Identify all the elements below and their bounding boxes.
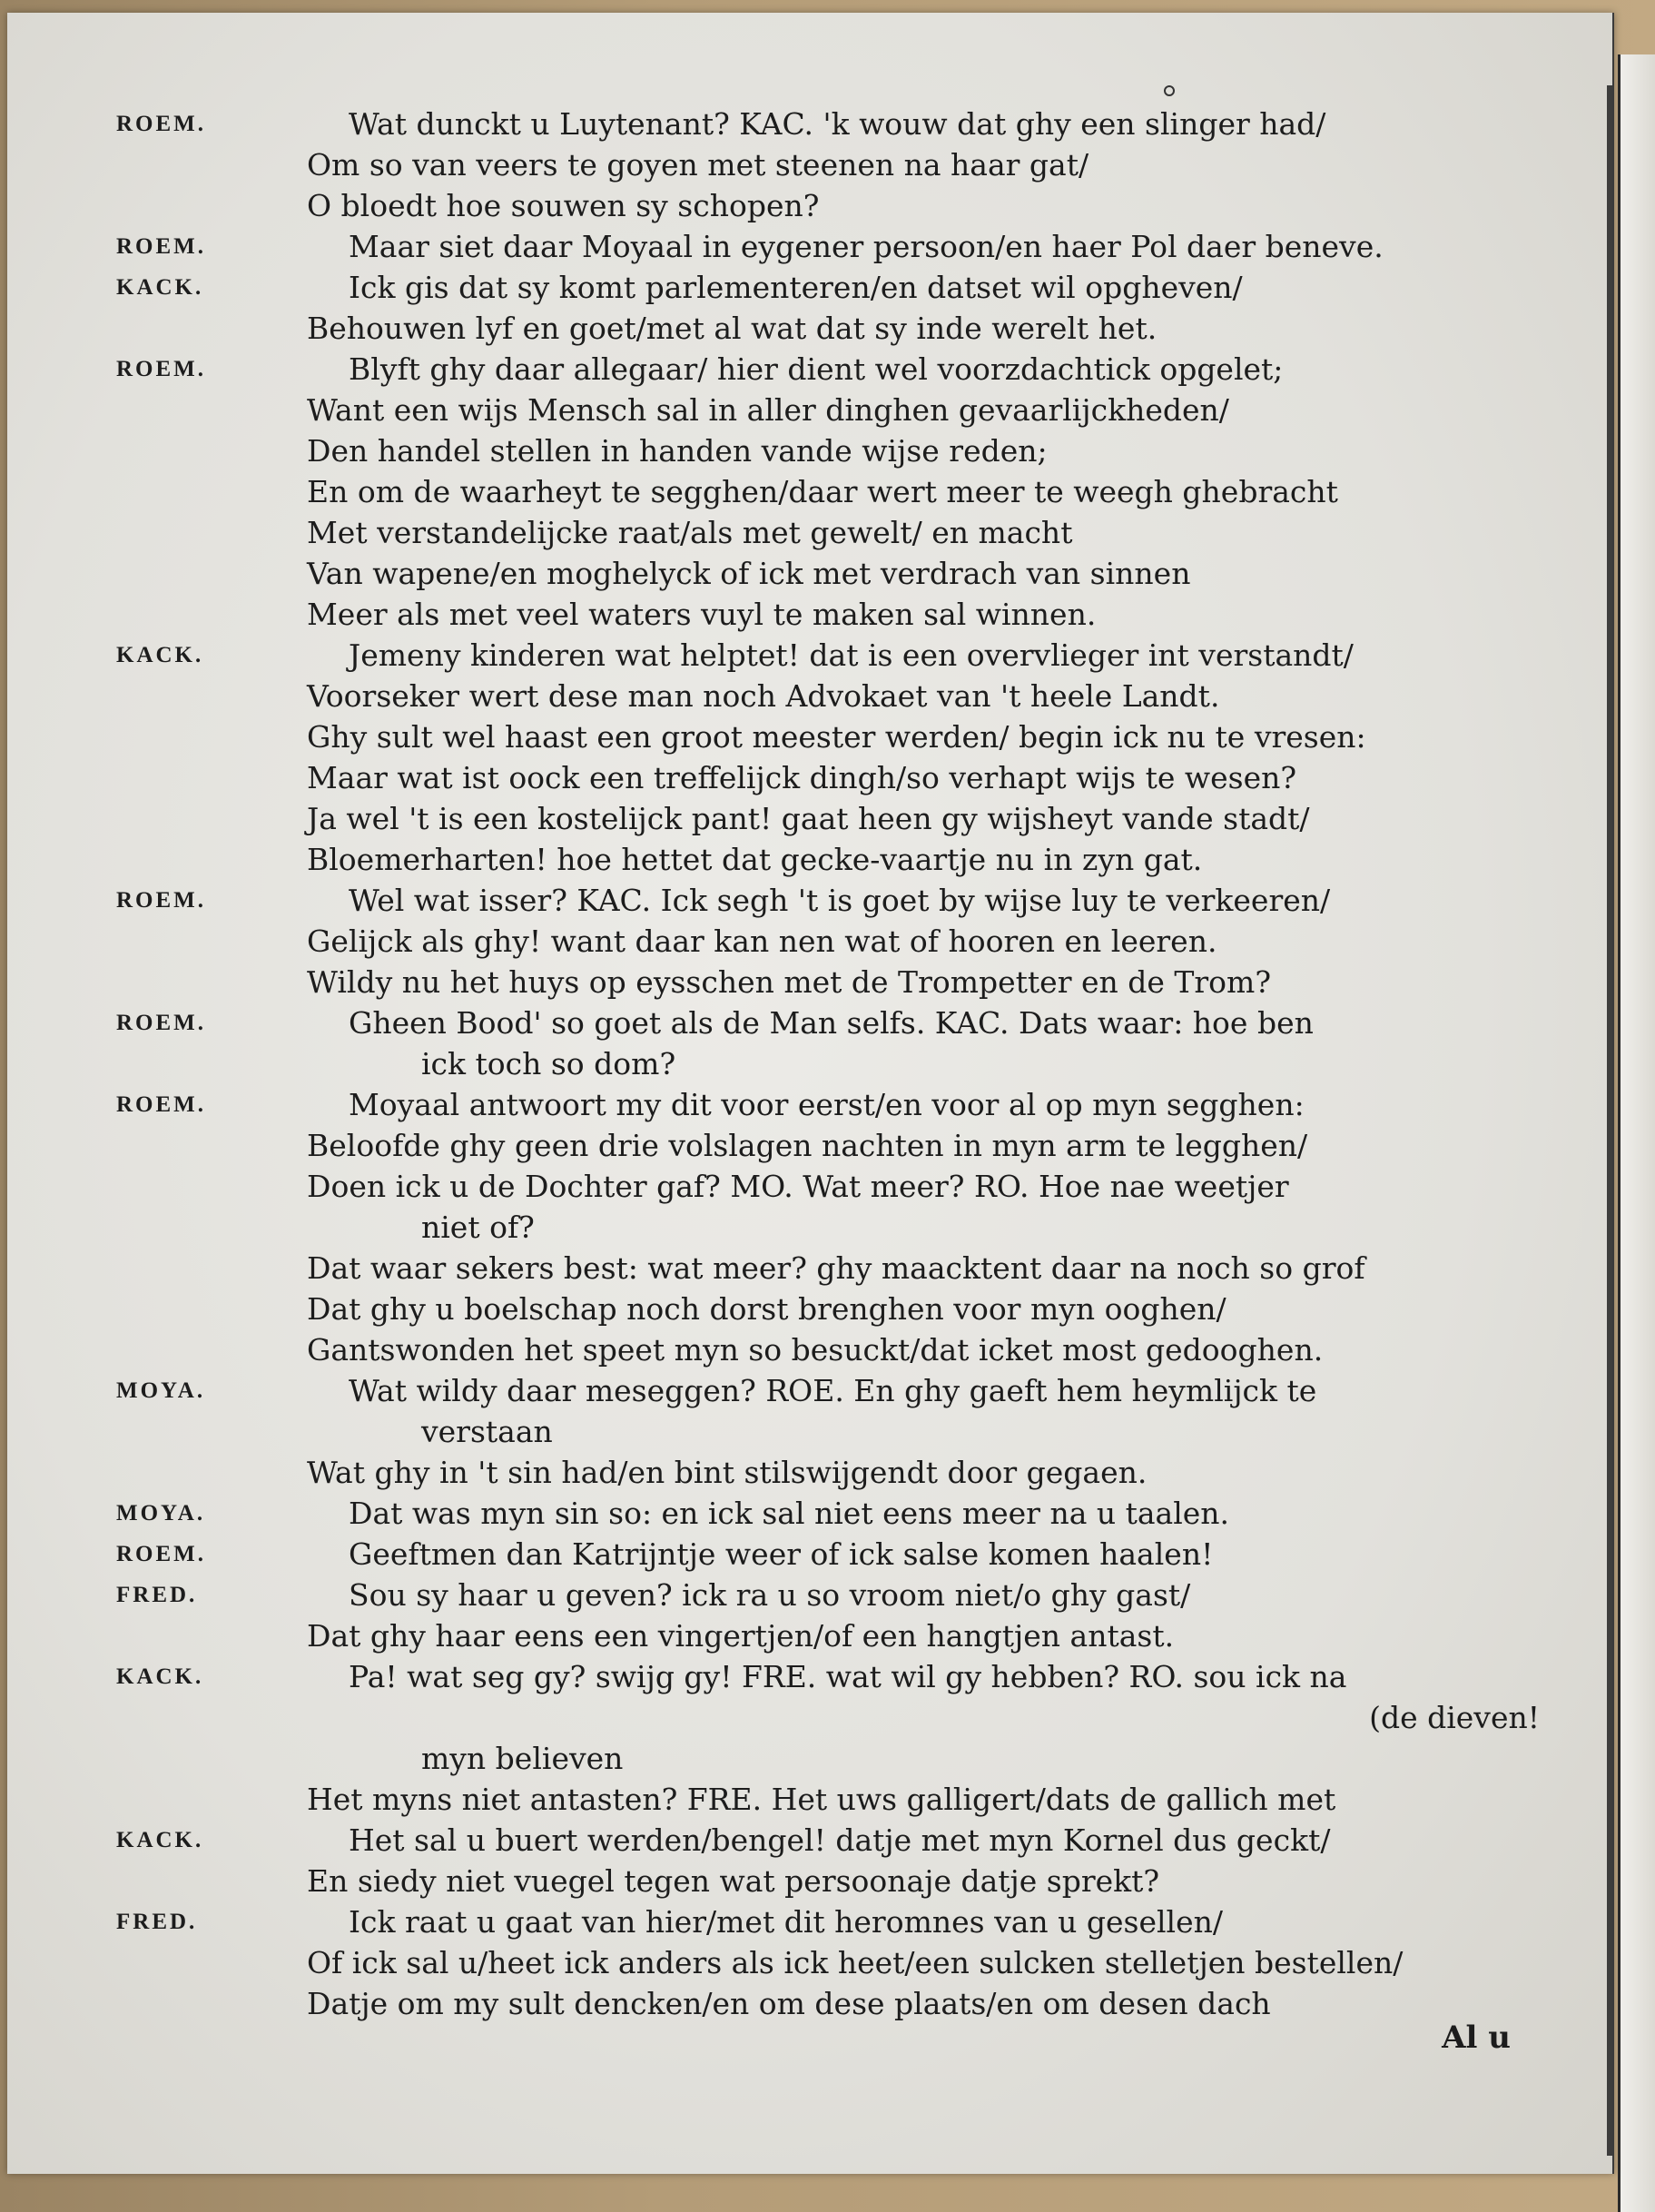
text-line <box>7 1043 1612 1084</box>
line-text: Dat waar sekers best: wat meer? ghy maacktent daar na noch so grof <box>307 1250 1365 1286</box>
text-line <box>7 1166 1612 1207</box>
line-text: En om de waarheyt te segghen/daar wert meer te weegh ghebracht <box>307 474 1338 509</box>
line-text: Gantswonden het speet myn so besuckt/dat icket most gedooghen. <box>307 1332 1324 1368</box>
speaker-name: KACK. <box>116 1828 204 1852</box>
line-text: Maar siet daar Moyaal in eygener persoon/en haer Pol daer beneve. <box>349 229 1384 264</box>
line-text: Het sal u buert werden/bengel! datje met myn Kornel dus geckt/ <box>349 1822 1331 1858</box>
text-line <box>7 1697 1612 1738</box>
facing-page-edge <box>1618 54 1655 2212</box>
text-line <box>7 1656 1612 1697</box>
speaker-name: ROEM. <box>116 1092 207 1117</box>
speaker-name: ROEM. <box>116 234 207 259</box>
line-text: Moyaal antwoort my dit voor eerst/en voor al op myn segghen: <box>349 1087 1305 1122</box>
play-text <box>7 104 1612 2024</box>
text-line <box>7 676 1612 716</box>
line-text: Of ick sal u/heet ick anders als ick heet/een sulcken stelletjen bestellen/ <box>307 1945 1404 1980</box>
text-line <box>7 1534 1612 1575</box>
line-text: myn believen <box>421 1741 624 1776</box>
text-line <box>7 757 1612 798</box>
text-line <box>7 635 1612 676</box>
speaker-name: KACK. <box>116 643 204 667</box>
line-text: Beloofde ghy geen drie volslagen nachten in myn arm te legghen/ <box>307 1128 1308 1163</box>
text-line <box>7 1248 1612 1289</box>
line-text: Jemeny kinderen wat helptet! dat is een overvlieger int verstandt/ <box>349 637 1354 673</box>
text-line <box>7 104 1612 144</box>
speaker-name: FRED. <box>116 1583 198 1607</box>
text-line <box>7 1329 1612 1370</box>
text-line <box>7 1084 1612 1125</box>
speaker-name: ROEM. <box>116 1542 207 1566</box>
text-line <box>7 716 1612 757</box>
line-text: Dat ghy u boelschap noch dorst brenghen voor myn ooghen/ <box>307 1291 1226 1327</box>
line-text: Voorseker wert dese man noch Advokaet van 't heele Landt. <box>307 678 1220 714</box>
text-line <box>7 1779 1612 1820</box>
line-text: Behouwen lyf en goet/met al wat dat sy inde werelt het. <box>307 311 1158 346</box>
line-text: Gheen Bood' so goet als de Man selfs. KAC. Dats waar: hoe ben <box>349 1005 1314 1041</box>
text-line <box>7 962 1612 1002</box>
text-line <box>7 594 1612 635</box>
line-text: O bloedt hoe souwen sy schopen? <box>307 188 820 223</box>
text-line <box>7 185 1612 226</box>
text-line <box>7 1411 1612 1452</box>
text-line <box>7 553 1612 594</box>
line-text: Bloemerharten! hoe hettet dat gecke-vaartje nu in zyn gat. <box>307 842 1203 877</box>
line-text: Blyft ghy daar allegaar/ hier dient wel voorzdachtick opgelet; <box>349 351 1284 387</box>
line-text: Met verstandelijcke raat/als met gewelt/ en macht <box>307 515 1073 550</box>
line-text: Meer als met veel waters vuyl te maken sal winnen. <box>307 597 1097 632</box>
text-line <box>7 1738 1612 1779</box>
line-text: Sou sy haar u geven? ick ra u so vroom niet/o ghy gast/ <box>349 1577 1191 1613</box>
line-text: Gelijck als ghy! want daar kan nen wat of hooren en leeren. <box>307 923 1217 959</box>
text-line <box>7 1901 1612 1942</box>
line-text: Ja wel 't is een kostelijck pant! gaat heen gy wijsheyt vande stadt/ <box>307 801 1310 836</box>
line-text: Wildy nu het huys op eysschen met de Trompetter en de Trom? <box>307 964 1272 1000</box>
text-line <box>7 308 1612 349</box>
text-line <box>7 512 1612 553</box>
line-text: Het myns niet antasten? FRE. Het uws galligert/dats de gallich met <box>307 1782 1336 1817</box>
speaker-name: FRED. <box>116 1910 198 1934</box>
line-text: (de dieven! <box>1369 1700 1540 1735</box>
speaker-name: ROEM. <box>116 357 207 381</box>
line-text: Wat ghy in 't sin had/en bint stilswijgendt door gegaen. <box>307 1455 1148 1490</box>
text-line <box>7 390 1612 430</box>
book-page <box>7 13 1614 2174</box>
page-mark <box>1164 85 1175 96</box>
text-line <box>7 1207 1612 1248</box>
line-text: Doen ick u de Dochter gaf? MO. Wat meer? RO. Hoe nae weetjer <box>307 1169 1289 1204</box>
speaker-name: KACK. <box>116 275 204 300</box>
line-text: Pa! wat seg gy? swijg gy! FRE. wat wil gy hebben? RO. sou ick na <box>349 1659 1347 1694</box>
line-text: Ick gis dat sy komt parlementeren/en datset wil opgheven/ <box>349 270 1243 305</box>
line-text: Datje om my sult dencken/en om dese plaats/en om desen dach <box>307 1986 1271 2021</box>
text-line <box>7 1983 1612 2024</box>
line-text: Dat ghy haar eens een vingertjen/of een hangtjen antast. <box>307 1618 1175 1654</box>
line-text: Wat dunckt u Luytenant? KAC. 'k wouw dat ghy een slinger had/ <box>349 106 1326 142</box>
text-line <box>7 798 1612 839</box>
text-line <box>7 1861 1612 1901</box>
line-text: Want een wijs Mensch sal in aller dinghen gevaarlijckheden/ <box>307 392 1229 428</box>
catchword: Al u <box>1442 2019 1511 2056</box>
line-text: ick toch so dom? <box>421 1046 676 1081</box>
speaker-name: KACK. <box>116 1664 204 1689</box>
line-text: Van wapene/en moghelyck of ick met verdrach van sinnen <box>307 556 1191 591</box>
text-line <box>7 1452 1612 1493</box>
speaker-name: ROEM. <box>116 112 207 136</box>
line-text: En siedy niet vuegel tegen wat persoonaje datje sprekt? <box>307 1863 1160 1899</box>
line-text: Wat wildy daar meseggen? ROE. En ghy gaeft hem heymlijck te <box>349 1373 1317 1408</box>
text-line <box>7 226 1612 267</box>
text-line <box>7 1125 1612 1166</box>
text-line <box>7 1820 1612 1861</box>
text-line <box>7 1575 1612 1615</box>
text-line <box>7 839 1612 880</box>
speaker-name: MOYA. <box>116 1501 206 1526</box>
speaker-name: MOYA. <box>116 1378 206 1403</box>
text-line <box>7 1370 1612 1411</box>
line-text: verstaan <box>421 1414 553 1449</box>
line-text: Dat was myn sin so: en ick sal niet eens meer na u taalen. <box>349 1496 1230 1531</box>
line-text: Ghy sult wel haast een groot meester werden/ begin ick nu te vresen: <box>307 719 1366 755</box>
speaker-name: ROEM. <box>116 1011 207 1035</box>
text-line <box>7 880 1612 921</box>
text-line <box>7 471 1612 512</box>
text-line <box>7 1942 1612 1983</box>
line-text: Om so van veers te goyen met steenen na haar gat/ <box>307 147 1089 183</box>
text-line <box>7 1002 1612 1043</box>
text-line <box>7 430 1612 471</box>
line-text: niet of? <box>421 1210 535 1245</box>
speaker-name: ROEM. <box>116 888 207 913</box>
text-line <box>7 144 1612 185</box>
line-text: Wel wat isser? KAC. Ick segh 't is goet by wijse luy te verkeeren/ <box>349 883 1331 918</box>
line-text: Ick raat u gaat van hier/met dit heromnes van u gesellen/ <box>349 1904 1223 1940</box>
text-line <box>7 1493 1612 1534</box>
text-line <box>7 1289 1612 1329</box>
line-text: Maar wat ist oock een treffelijck dingh/so verhapt wijs te wesen? <box>307 760 1297 795</box>
line-text: Den handel stellen in handen vande wijse reden; <box>307 433 1048 469</box>
text-line <box>7 267 1612 308</box>
text-line <box>7 921 1612 962</box>
line-text: Geeftmen dan Katrijntje weer of ick salse komen haalen! <box>349 1536 1214 1572</box>
text-line <box>7 1615 1612 1656</box>
text-line <box>7 349 1612 390</box>
